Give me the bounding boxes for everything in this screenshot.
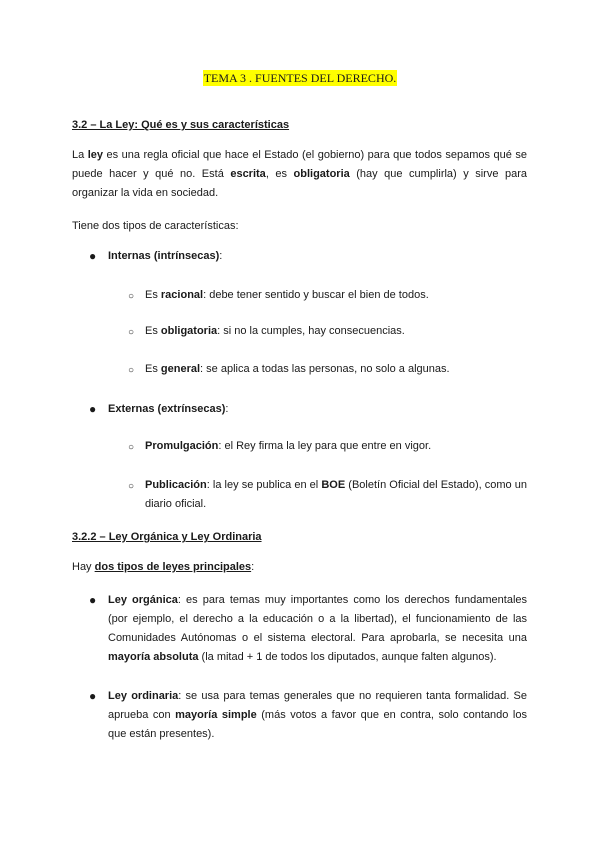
section-heading-ley: 3.2 – La Ley: Qué es y sus características bbox=[72, 119, 290, 131]
title-block bbox=[0, 70, 600, 89]
bullet-circle-icon: ○ bbox=[128, 481, 135, 492]
bullet-dot-icon: ● bbox=[89, 249, 97, 263]
bullet-circle-icon: ○ bbox=[128, 365, 135, 376]
list-item-publicacion: Publicación: la ley se publica en el BOE (Boletín Oficial del Estado), como un diario oficial. bbox=[145, 479, 527, 510]
bullet-circle-icon: ○ bbox=[128, 327, 135, 338]
bullet-circle-icon: ○ bbox=[128, 442, 135, 453]
list-item-promulgacion: Promulgación: el Rey firma la ley para que entre en vigor. bbox=[145, 440, 432, 452]
leyes-intro-paragraph: Hay dos tipos de leyes principales: bbox=[72, 561, 255, 573]
ley-definition-paragraph: La ley es una regla oficial que hace el Estado (el gobierno) para que todos sepamos qué se puede hacer y qué no. Está escrita, es obligatoria (hay que cumplirla) y sirve para organizar la vida en sociedad. bbox=[72, 149, 527, 199]
list-item-general: Es general: se aplica a todas las personas, no solo a algunas. bbox=[145, 363, 450, 375]
section-heading-tipos-ley: 3.2.2 – Ley Orgánica y Ley Ordinaria bbox=[72, 531, 262, 543]
list-item-obligatoria: Es obligatoria: si no la cumples, hay consecuencias. bbox=[145, 325, 405, 337]
document-title: TEMA 3 . FUENTES DEL DERECHO. bbox=[203, 71, 397, 85]
bullet-circle-icon: ○ bbox=[128, 291, 135, 302]
list-item-externas: Externas (extrínsecas): bbox=[108, 403, 229, 415]
bullet-dot-icon: ● bbox=[89, 593, 97, 607]
list-item-ley-ordinaria: Ley ordinaria: se usa para temas generales que no requieren tanta formalidad. Se aprueba con mayoría simple (más votos a favor que en contra, solo contando los que están presentes). bbox=[108, 690, 527, 740]
types-intro-paragraph: Tiene dos tipos de características: bbox=[72, 220, 239, 232]
list-item-ley-organica: Ley orgánica: es para temas muy importantes como los derechos fundamentales (por ejemplo, el derecho a la educación o a la libertad), el funcionamiento de las Comunidades Autónomas o el sistema electoral. Para aprobarla, se necesita una mayoría absoluta (la mitad + 1 de todos los diputados, aunque falten algunos). bbox=[108, 594, 528, 663]
bullet-dot-icon: ● bbox=[89, 689, 97, 703]
list-item-internas: Internas (intrínsecas): bbox=[108, 250, 223, 262]
bullet-dot-icon: ● bbox=[89, 402, 97, 416]
list-item-racional: Es racional: debe tener sentido y buscar el bien de todos. bbox=[145, 289, 429, 301]
